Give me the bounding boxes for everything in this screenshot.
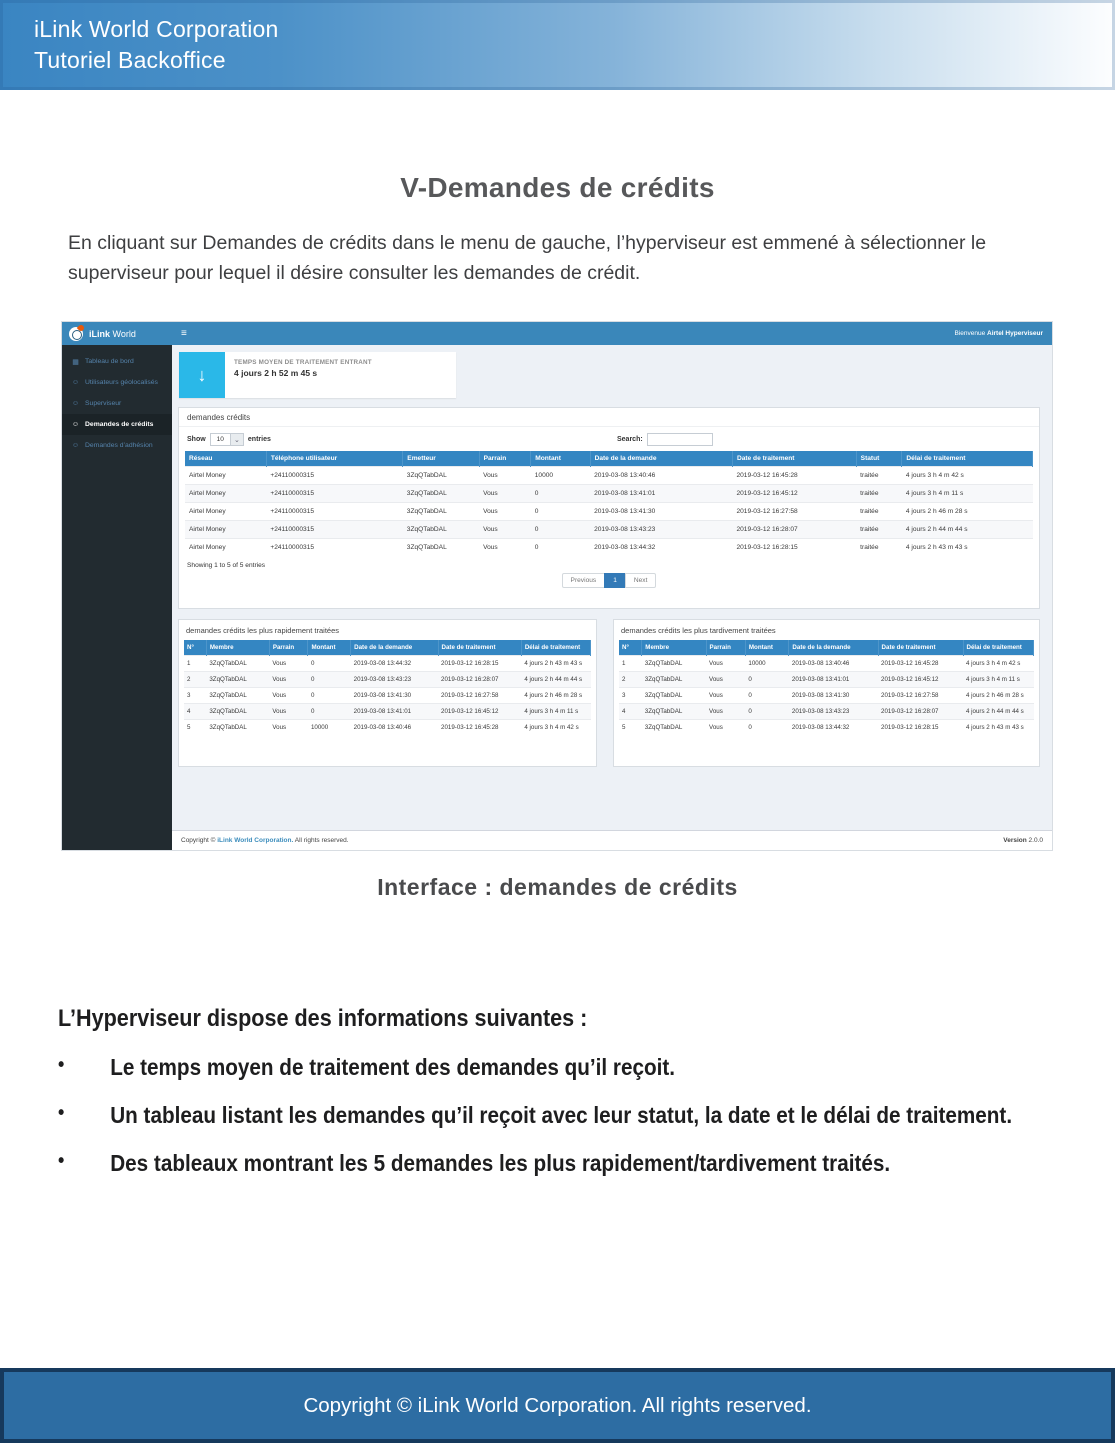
table-cell: 3ZqQTabDAL [206,656,269,672]
table-cell: 0 [308,704,351,720]
table-cell: 3ZqQTabDAL [642,656,706,672]
bullet-item: • Des tableaux montrant les 5 demandes les plus rapidement/tardivement traités. [58,1150,891,1176]
table-row [619,672,1034,688]
column-header[interactable]: Date de traitement [732,451,856,467]
table-cell: 10000 [531,467,590,485]
column-header[interactable]: Membre [642,640,706,656]
table-cell: 4 [184,704,206,720]
table-cell: 4 jours 2 h 43 m 43 s [902,539,1033,557]
table-cell: 3ZqQTabDAL [206,688,269,704]
table-row [619,656,1034,672]
table-cell: Vous [479,521,531,539]
demandes-credits-table [185,451,1033,556]
table-cell: 2019-03-12 16:45:12 [732,485,856,503]
table-row [184,672,591,688]
ilink-logo-icon [69,327,83,341]
users-icon: ☺ [71,379,80,386]
table-cell: Vous [269,704,308,720]
entries-label: entries [247,436,271,443]
figure-caption: Interface : demandes de crédits [377,874,738,900]
column-header[interactable]: Date de traitement [438,640,521,656]
table-cell: 2019-03-08 13:41:30 [789,688,878,704]
column-header[interactable]: Membre [206,640,269,656]
table-cell: 2019-03-08 13:43:23 [789,704,878,720]
table-cell: 2019-03-08 13:44:32 [590,539,732,557]
document-header [0,0,1115,90]
table-cell: 2019-03-12 16:28:07 [438,672,521,688]
table-cell: Vous [706,672,745,688]
company-link[interactable]: iLink World Corporation. [217,837,294,844]
sidebar-item-demandes-adhesion[interactable]: ☺ Demandes d’adhésion [71,442,153,449]
sidebar-item-superviseur[interactable]: ☺ Superviseur [71,400,122,407]
table-row [184,720,591,736]
table-cell: 0 [531,521,590,539]
table-cell: 4 jours 3 h 4 m 11 s [963,672,1034,688]
app-content [172,345,1052,850]
table-cell: 3ZqQTabDAL [642,720,706,736]
table-cell: 0 [531,503,590,521]
table-cell: Vous [706,720,745,736]
table-cell: 2019-03-08 13:41:30 [590,503,732,521]
table-cell: Vous [479,503,531,521]
avg-processing-time-widget [179,352,456,398]
table-cell: 2019-03-12 16:45:12 [878,672,963,688]
table-cell: +24110000315 [266,539,402,557]
table-cell: 3ZqQTabDAL [403,503,479,521]
users-icon: ☺ [71,442,80,449]
bullet-item: • Le temps moyen de traitement des demandes qu’il reçoit. [58,1054,676,1080]
table-cell: Vous [269,672,308,688]
table-cell: 4 jours 2 h 46 m 28 s [963,688,1034,704]
table-cell: Vous [479,539,531,557]
table-cell: 1 [619,656,642,672]
table-row [185,467,1033,485]
company-name: iLink World Corporation [34,16,279,42]
users-icon: ☺ [71,400,80,407]
table-cell: Vous [479,467,531,485]
table-cell: traitée [856,503,902,521]
chevron-down-icon: ⌄ [230,434,243,445]
fastest-processed-panel [178,619,597,767]
slowest-processed-panel [613,619,1040,767]
table-cell: 4 jours 2 h 43 m 43 s [521,656,590,672]
table-cell: 3ZqQTabDAL [403,521,479,539]
column-header[interactable]: N° [619,640,642,656]
column-header[interactable]: Délai de traitement [902,451,1033,467]
table-cell: 4 jours 2 h 46 m 28 s [902,503,1033,521]
table-cell: 2019-03-12 16:27:58 [732,503,856,521]
pagination [179,573,1039,588]
page-1-button[interactable]: 1 [604,573,626,588]
panel-title: demandes crédits [179,408,1039,427]
show-label: Show [187,436,206,443]
column-header[interactable]: Parrain [706,640,745,656]
previous-page-button[interactable]: Previous [562,573,606,588]
table-cell: 2019-03-08 13:41:01 [351,704,438,720]
column-header[interactable]: Parrain [269,640,308,656]
table-cell: 4 jours 3 h 4 m 11 s [902,485,1033,503]
table-row [184,704,591,720]
table-cell: 2019-03-12 16:28:07 [732,521,856,539]
table-cell: 0 [745,704,789,720]
brand-text: iLink World [89,328,136,339]
table-cell: 3ZqQTabDAL [403,467,479,485]
column-header[interactable]: N° [184,640,206,656]
slowest-processed-table [619,640,1034,735]
column-header[interactable]: Date de traitement [878,640,963,656]
column-header[interactable]: Montant [745,640,789,656]
table-row [185,521,1033,539]
table-cell: 3ZqQTabDAL [403,539,479,557]
column-header[interactable]: Délai de traitement [521,640,590,656]
table-cell: Airtel Money [185,485,266,503]
welcome-user[interactable]: Bienvenue Airtel Hyperviseur [954,330,1043,337]
table-cell: 0 [745,720,789,736]
search-label: Search: [617,436,643,443]
app-brand[interactable] [62,322,172,345]
page-size-select[interactable]: 10 ⌄ [210,433,244,446]
app-sidebar [62,345,172,850]
panel-title: demandes crédits les plus rapidement traitées [186,626,339,635]
bullet-icon: • [58,1054,65,1076]
table-cell: 3ZqQTabDAL [642,704,706,720]
table-cell: 0 [308,672,351,688]
table-cell: 0 [745,672,789,688]
table-cell: 3ZqQTabDAL [642,688,706,704]
table-cell: 4 jours 2 h 46 m 28 s [521,688,590,704]
table-cell: 2019-03-08 13:40:46 [351,720,438,736]
table-cell: 0 [308,656,351,672]
app-navbar [62,322,1052,345]
table-cell: 4 jours 3 h 4 m 42 s [521,720,590,736]
document-footer: Copyright © iLink World Corporation. All rights reserved. [0,1368,1115,1443]
table-cell: Airtel Money [185,521,266,539]
intro-paragraph: En cliquant sur Demandes de crédits dans le menu de gauche, l’hyperviseur est emmené à sélectionner le superviseur pour lequel il désire consulter les demandes de crédit. [68,232,987,285]
table-cell: 2019-03-12 16:28:15 [878,720,963,736]
table-cell: 0 [308,688,351,704]
table-row [185,485,1033,503]
table-cell: 4 jours 3 h 4 m 11 s [521,704,590,720]
column-header[interactable]: Montant [531,451,590,467]
table-cell: Vous [269,720,308,736]
stat-value: 4 jours 2 h 52 m 45 s [234,368,318,378]
table-cell: 2019-03-08 13:41:01 [789,672,878,688]
table-cell: Airtel Money [185,503,266,521]
column-header[interactable]: Montant [308,640,351,656]
table-cell: 2019-03-12 16:28:15 [438,656,521,672]
table-cell: 2019-03-08 13:44:32 [351,656,438,672]
table-row [185,503,1033,521]
table-cell: 2019-03-08 13:43:23 [590,521,732,539]
table-cell: 2019-03-12 16:45:28 [732,467,856,485]
table-cell: 2019-03-08 13:40:46 [590,467,732,485]
showing-entries-text: Showing 1 to 5 of 5 entries [187,562,266,569]
table-cell: 5 [619,720,642,736]
table-row [619,720,1034,736]
sidebar-toggle-icon[interactable]: ≡ [181,328,187,339]
table-cell: 3ZqQTabDAL [642,672,706,688]
table-cell: 4 jours 3 h 4 m 42 s [902,467,1033,485]
table-cell: 2019-03-12 16:27:58 [878,688,963,704]
table-row [619,704,1034,720]
stat-label: TEMPS MOYEN DE TRAITEMENT ENTRANT [234,359,372,366]
table-cell: 2019-03-12 16:28:07 [878,704,963,720]
table-cell: traitée [856,467,902,485]
table-cell: 4 jours 2 h 43 m 43 s [963,720,1034,736]
table-cell: 4 jours 2 h 44 m 44 s [963,704,1034,720]
table-cell: Vous [706,704,745,720]
column-header[interactable]: Réseau [185,451,266,467]
table-cell: Vous [269,688,308,704]
table-cell: 2019-03-08 13:41:30 [351,688,438,704]
sidebar-item-tableau-de-bord[interactable]: ▦ Tableau de bord [72,358,134,366]
table-cell: 2019-03-12 16:27:58 [438,688,521,704]
table-cell: 3 [619,688,642,704]
next-page-button[interactable]: Next [625,573,657,588]
panel-title: demandes crédits les plus tardivement traitées [621,626,776,635]
column-header[interactable]: Téléphone utilisateur [266,451,402,467]
page-title: V-Demandes de crédits [400,172,715,203]
table-cell: 4 jours 2 h 44 m 44 s [521,672,590,688]
table-cell: 0 [531,485,590,503]
table-row [184,656,591,672]
table-cell: 2 [184,672,206,688]
bullet-icon: • [58,1102,65,1124]
table-cell: +24110000315 [266,503,402,521]
table-cell: 2019-03-08 13:43:23 [351,672,438,688]
column-header[interactable]: Délai de traitement [963,640,1034,656]
app-footer: Copyright © iLink World Corporation. All rights reserved. Version 2.0.0 [172,830,1052,850]
table-cell: 0 [745,688,789,704]
dashboard-icon: ▦ [72,358,79,366]
table-cell: 2019-03-12 16:45:12 [438,704,521,720]
table-cell: 3ZqQTabDAL [206,672,269,688]
users-icon: ☺ [71,421,80,428]
table-cell: 3 [184,688,206,704]
table-cell: +24110000315 [266,467,402,485]
backoffice-screenshot [62,322,1052,850]
column-header[interactable]: Date de la demande [351,640,438,656]
column-header[interactable]: Emetteur [403,451,479,467]
bullet-item: • Un tableau listant les demandes qu’il reçoit avec leur statut, la date et le délai de traitement. [58,1102,1013,1128]
column-header[interactable]: Parrain [479,451,531,467]
table-cell: +24110000315 [266,485,402,503]
table-cell: 4 jours 3 h 4 m 42 s [963,656,1034,672]
sidebar-item-utilisateurs-geolocalises[interactable]: ☺ Utilisateurs géolocalisés [71,379,158,386]
sidebar-item-demandes-de-credits[interactable]: ☺ Demandes de crédits [62,414,172,435]
table-cell: 10000 [308,720,351,736]
table-cell: Vous [706,656,745,672]
table-cell: 10000 [745,656,789,672]
table-cell: 2019-03-12 16:45:28 [878,656,963,672]
table-cell: traitée [856,539,902,557]
table-cell: 2019-03-12 16:28:15 [732,539,856,557]
table-cell: Vous [479,485,531,503]
info-block [58,1005,1068,1177]
table-cell: 3ZqQTabDAL [206,704,269,720]
column-header[interactable]: Statut [856,451,902,467]
table-row [619,688,1034,704]
column-header[interactable]: Date de la demande [590,451,732,467]
search-input[interactable] [647,433,713,446]
demandes-credits-panel [178,407,1040,609]
document-subtitle: Tutoriel Backoffice [34,47,226,73]
table-cell: Airtel Money [185,467,266,485]
table-row [185,539,1033,557]
table-cell: traitée [856,485,902,503]
table-cell: 1 [184,656,206,672]
column-header[interactable]: Date de la demande [789,640,878,656]
table-cell: 3ZqQTabDAL [403,485,479,503]
table-cell: 2019-03-08 13:41:01 [590,485,732,503]
table-cell: Airtel Money [185,539,266,557]
table-cell: 4 [619,704,642,720]
table-cell: Vous [706,688,745,704]
bullet-icon: • [58,1150,65,1172]
table-cell: 0 [531,539,590,557]
table-cell: traitée [856,521,902,539]
table-cell: 2019-03-08 13:40:46 [789,656,878,672]
fastest-processed-table [184,640,591,735]
table-cell: 3ZqQTabDAL [206,720,269,736]
info-heading: L’Hyperviseur dispose des informations suivantes : [58,1005,588,1032]
table-cell: 2019-03-08 13:44:32 [789,720,878,736]
table-row [184,688,591,704]
table-cell: 4 jours 2 h 44 m 44 s [902,521,1033,539]
down-arrow-icon: ↓ [179,352,225,398]
table-cell: 2019-03-12 16:45:28 [438,720,521,736]
table-cell: 2 [619,672,642,688]
table-cell: Vous [269,656,308,672]
table-cell: 5 [184,720,206,736]
table-cell: +24110000315 [266,521,402,539]
